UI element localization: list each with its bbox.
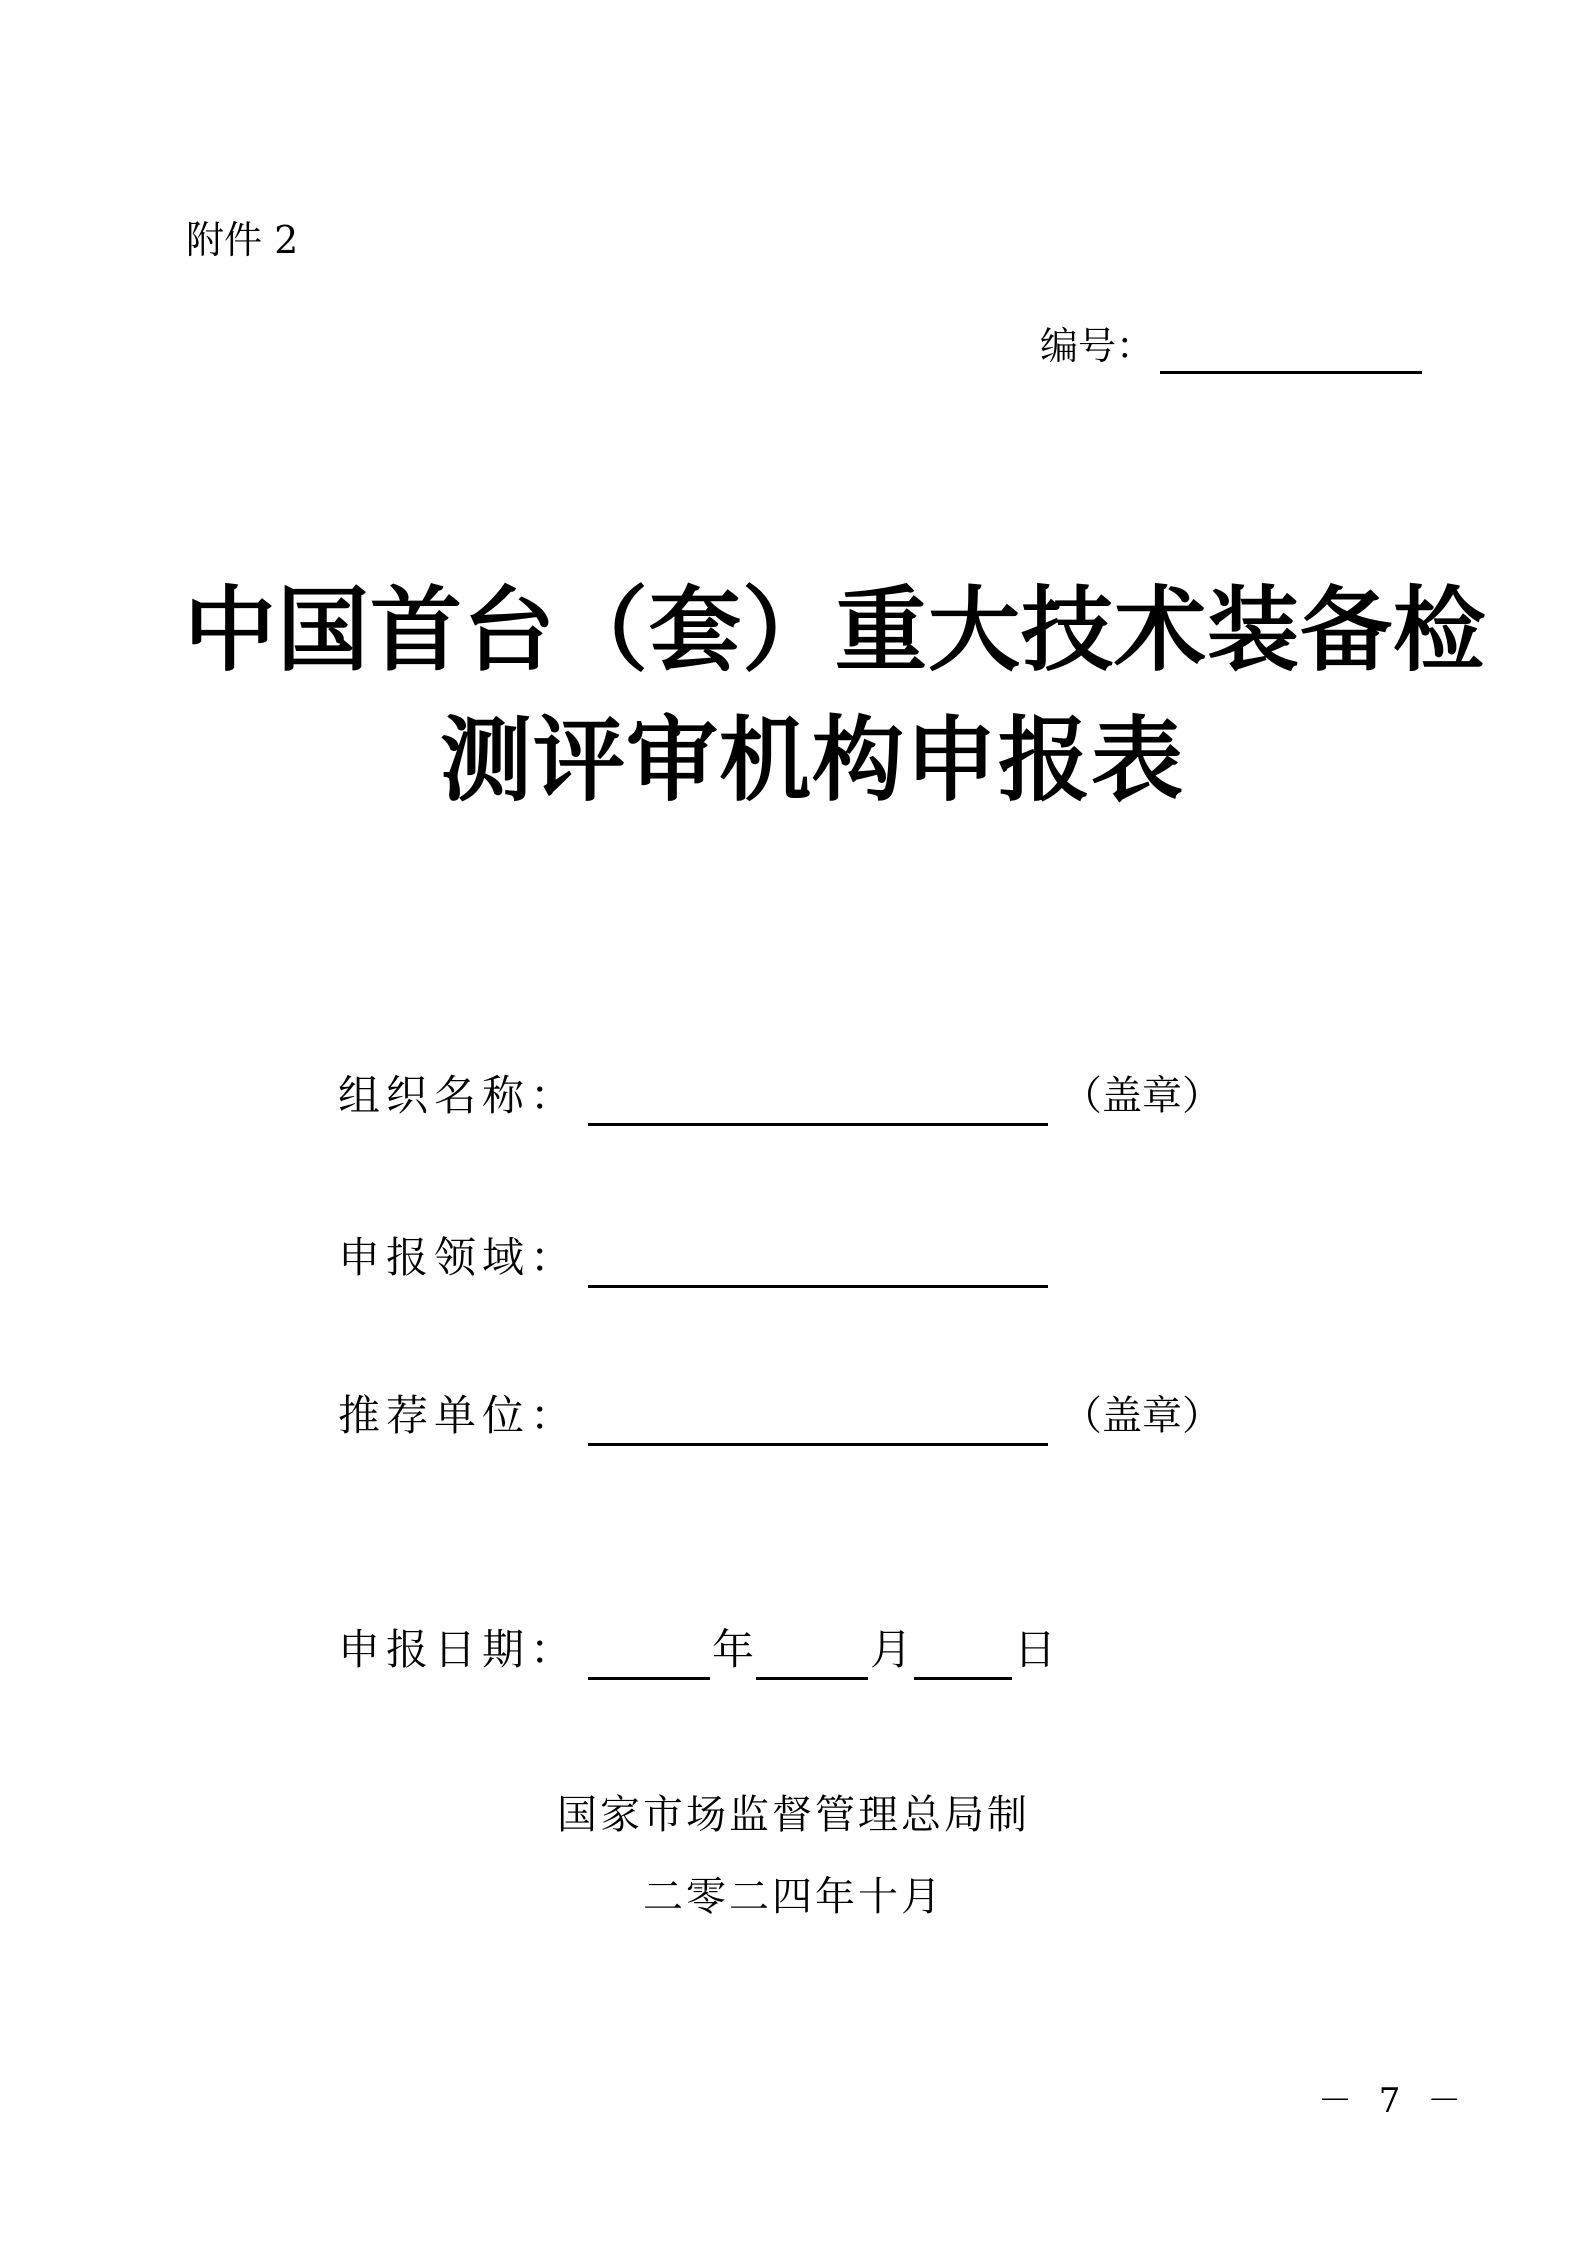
day-blank[interactable] bbox=[914, 1631, 1012, 1680]
application-date-row bbox=[338, 1620, 1058, 1680]
serial-number-row bbox=[1040, 318, 1422, 374]
org-name-row bbox=[338, 1066, 1222, 1126]
org-name-seal-note: （盖章） bbox=[1062, 1073, 1223, 1119]
application-field-label: 申报领域： bbox=[338, 1233, 579, 1282]
org-name-blank[interactable] bbox=[588, 1077, 1048, 1126]
document-title-line-1: 中国首台（套）重大技术装备检 bbox=[184, 577, 1487, 684]
page-number: － 7 － bbox=[1318, 2081, 1470, 2121]
serial-number-label: 编号： bbox=[1040, 324, 1155, 368]
issue-date: 二零二四年十月 bbox=[643, 1874, 944, 1920]
day-unit: 日 bbox=[1014, 1625, 1057, 1674]
recommender-blank[interactable] bbox=[588, 1397, 1048, 1446]
recommender-label: 推荐单位： bbox=[338, 1391, 579, 1440]
issuer-name: 国家市场监督管理总局制 bbox=[557, 1792, 1030, 1838]
month-unit: 月 bbox=[870, 1625, 913, 1674]
org-name-label: 组织名称： bbox=[338, 1071, 579, 1120]
application-field-row bbox=[338, 1228, 1048, 1288]
application-date-label: 申报日期： bbox=[338, 1625, 579, 1674]
document-title-line-2: 测评审机构申报表 bbox=[440, 707, 1185, 814]
attachment-label: 附件 2 bbox=[186, 218, 299, 262]
application-field-blank[interactable] bbox=[588, 1239, 1048, 1288]
recommender-row bbox=[338, 1386, 1222, 1446]
month-blank[interactable] bbox=[756, 1631, 868, 1680]
recommender-seal-note: （盖章） bbox=[1062, 1393, 1223, 1439]
year-blank[interactable] bbox=[588, 1631, 710, 1680]
serial-number-blank[interactable] bbox=[1160, 331, 1422, 374]
year-unit: 年 bbox=[712, 1625, 755, 1674]
